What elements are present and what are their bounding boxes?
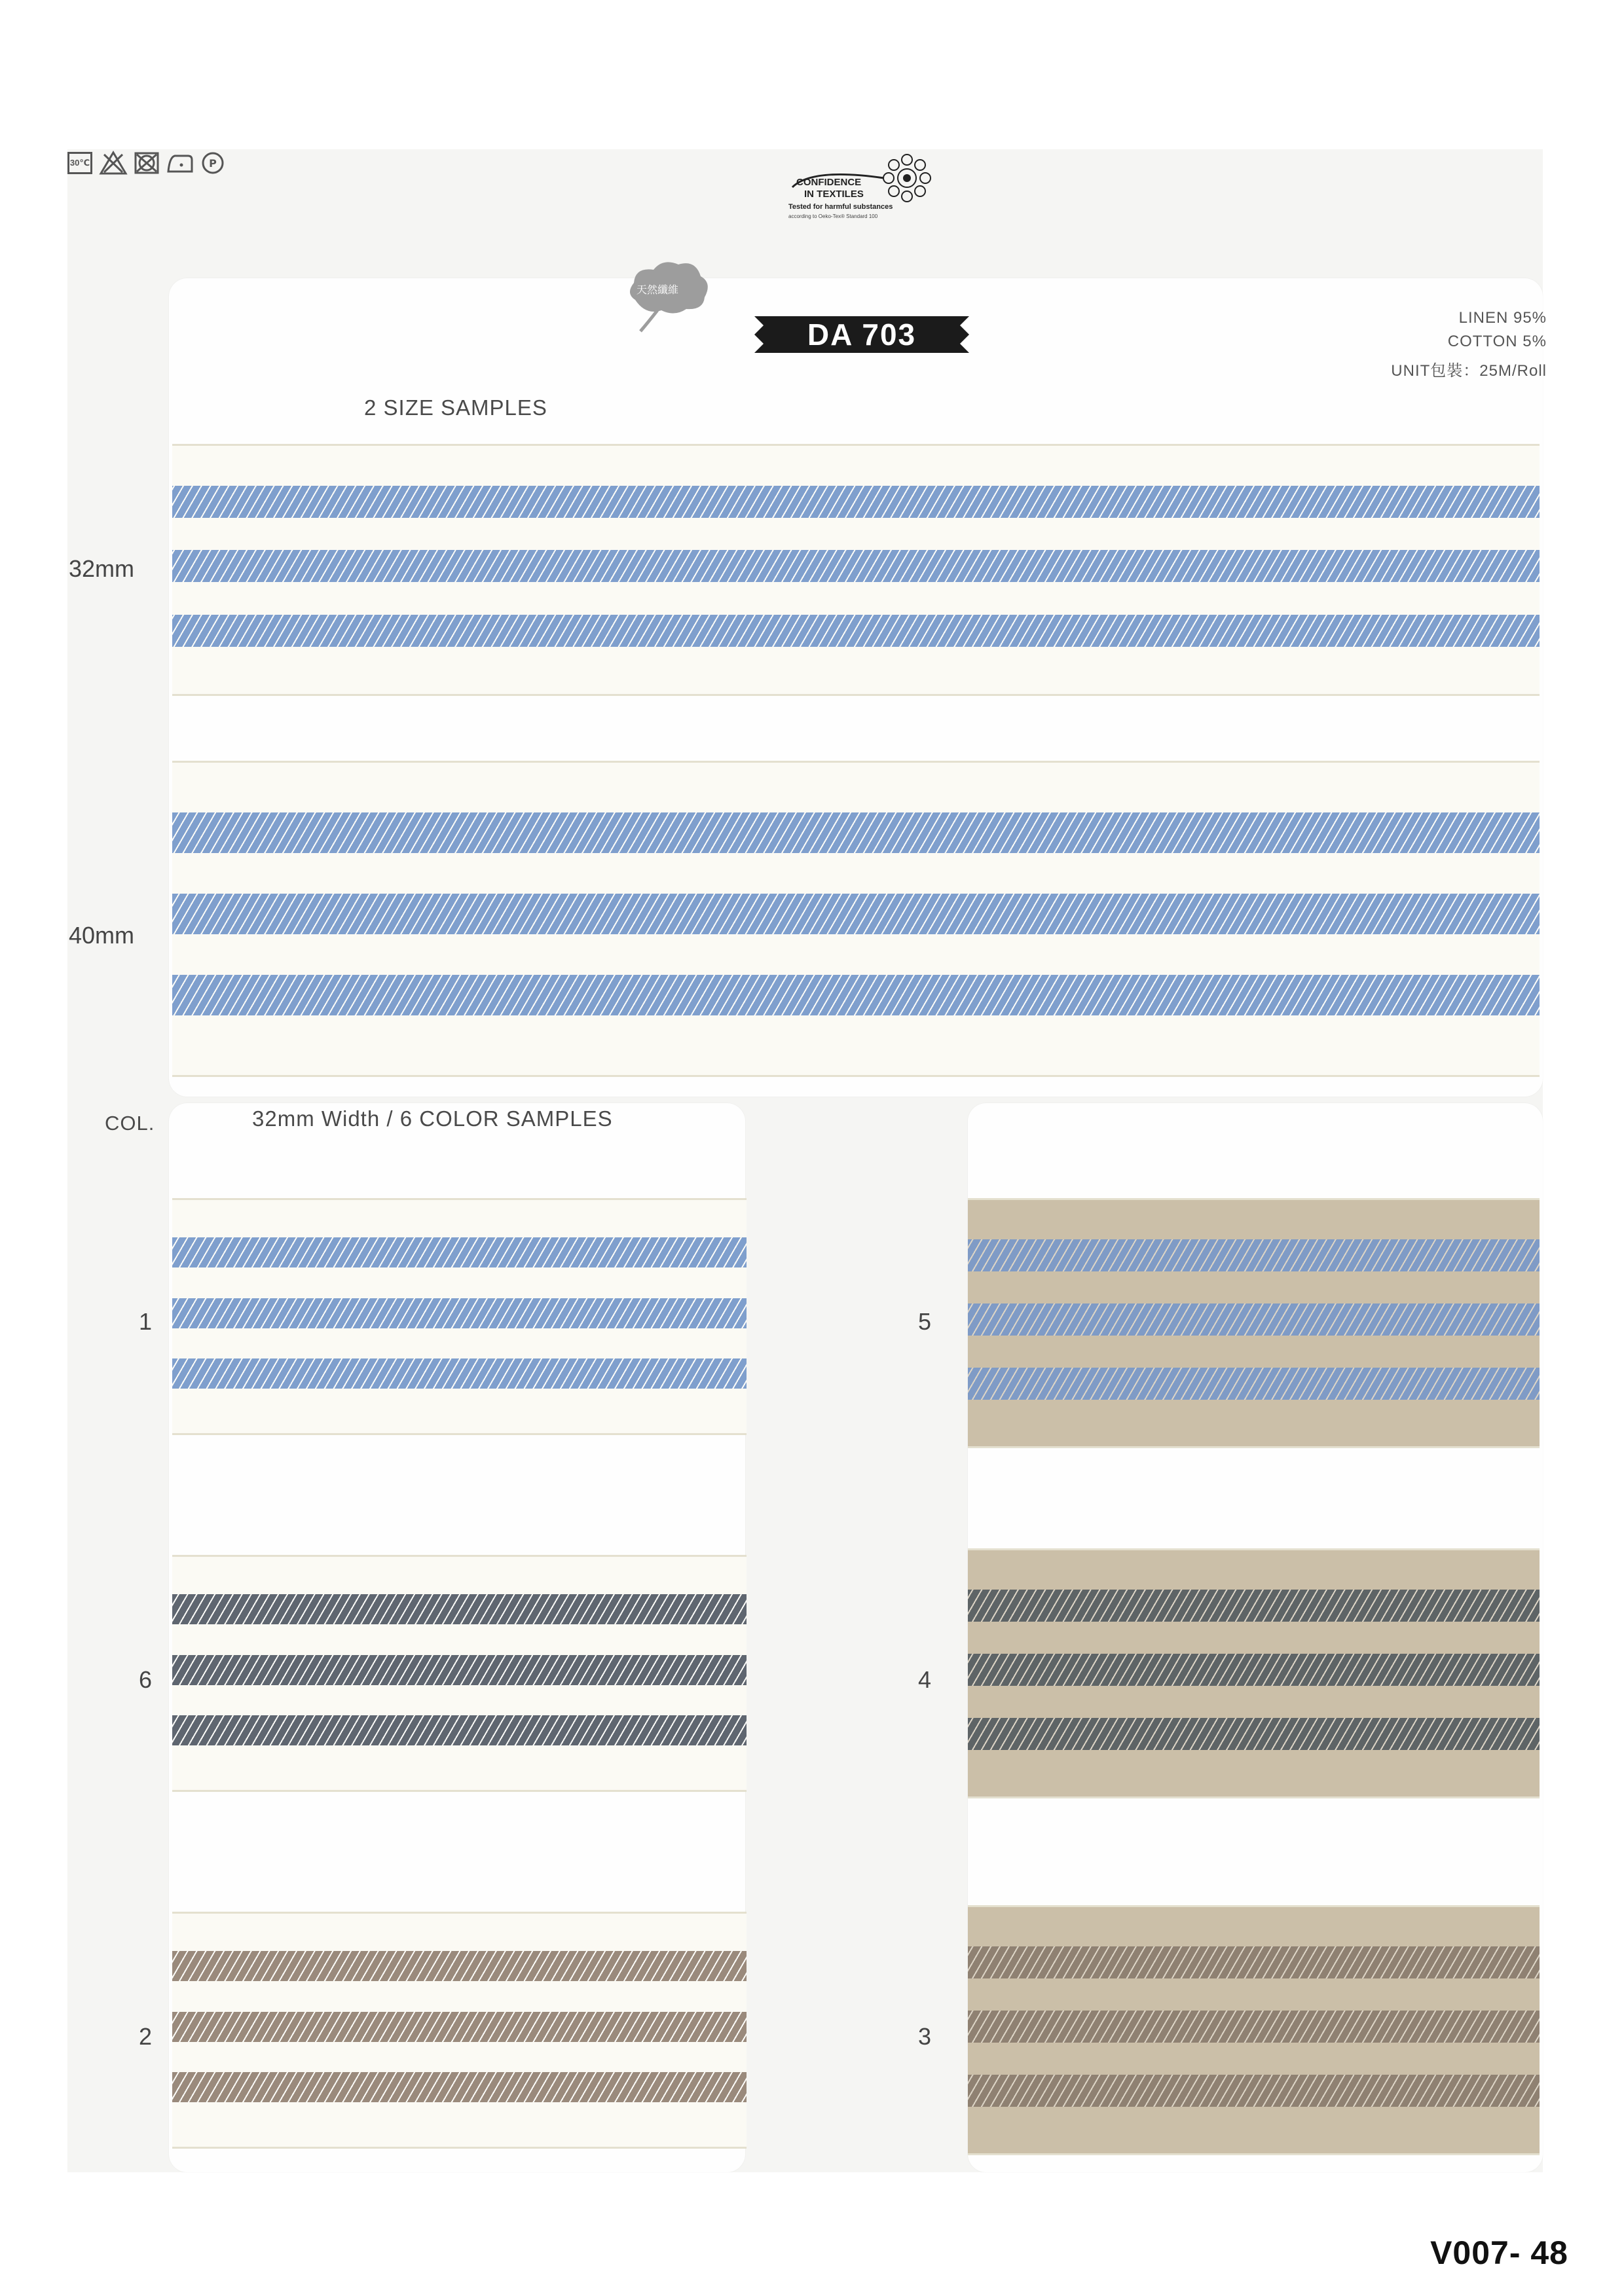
cert-line-1: CONFIDENCE: [796, 177, 862, 188]
color-number-1: 1: [139, 1308, 153, 1335]
size-section-title: 2 SIZE SAMPLES: [364, 395, 547, 420]
ribbon-stripe: [172, 486, 1540, 518]
ribbon-stripe: [172, 1655, 747, 1685]
ribbon-stripe: [172, 2072, 747, 2102]
packaging-unit: UNIT包裝：25M/Roll: [1391, 362, 1547, 380]
ribbon-stripe: [968, 1303, 1540, 1336]
color-swatch-4: [968, 1548, 1540, 1798]
cert-line-2: IN TEXTILES: [804, 189, 864, 200]
no-tumble-dry-icon: [134, 152, 159, 174]
color-number-2: 2: [139, 2023, 153, 2050]
iron-low-icon: [166, 152, 194, 174]
color-swatch-2: [172, 1912, 747, 2149]
page-number: V007- 48: [1430, 2234, 1568, 2271]
ribbon-stripe: [172, 812, 1540, 853]
natural-fiber-label: 天然纖維: [637, 283, 679, 296]
ribbon-stripe: [968, 1718, 1540, 1750]
ribbon-stripe: [172, 1358, 747, 1389]
product-code: DA 703: [807, 318, 917, 352]
care-symbols: [67, 151, 225, 175]
ribbon-stripe: [968, 2011, 1540, 2043]
color-number-5: 5: [918, 1308, 932, 1335]
color-number-6: 6: [139, 1666, 153, 1693]
ribbon-stripe: [968, 1368, 1540, 1400]
ribbon-stripe: [968, 1946, 1540, 1978]
color-number-4: 4: [918, 1666, 932, 1693]
ribbon-stripe: [172, 615, 1540, 647]
ribbon-stripe: [968, 2075, 1540, 2107]
composition-cotton: COTTON 5%: [1447, 333, 1547, 350]
cert-line-4: according to Oeko-Tex® Standard 100: [788, 213, 878, 219]
color-swatch-3: [968, 1905, 1540, 2155]
svg-text:P: P: [209, 157, 217, 170]
ribbon-stripe: [172, 550, 1540, 582]
color-section-title: 32mm Width / 6 COLOR SAMPLES: [252, 1106, 613, 1131]
cert-line-3: Tested for harmful substances: [788, 203, 893, 211]
natural-fiber-badge: [622, 254, 714, 339]
col-label: COL.: [105, 1112, 155, 1135]
sample-ribbon-32mm: [172, 444, 1540, 696]
cloud-icon: [622, 254, 714, 339]
ribbon-stripe: [968, 1654, 1540, 1686]
ribbon-stripe: [172, 2012, 747, 2042]
color-number-3: 3: [918, 2023, 932, 2050]
ribbon-stripe: [968, 1239, 1540, 1271]
composition-linen: LINEN 95%: [1458, 309, 1547, 327]
product-code-banner: [754, 316, 969, 353]
sample-ribbon-40mm: [172, 761, 1540, 1077]
wash-temp: 30℃: [69, 158, 90, 168]
ribbon-stripe: [968, 1590, 1540, 1622]
oeko-tex-logo: [786, 148, 943, 238]
ribbon-stripe: [172, 1298, 747, 1328]
ribbon-stripe: [172, 1715, 747, 1745]
wash-30-icon: [67, 152, 92, 174]
dry-clean-icon: [201, 151, 225, 175]
ribbon-stripe: [172, 1951, 747, 1981]
color-swatch-6: [172, 1555, 747, 1792]
size-label-32mm: 32mm: [69, 555, 135, 582]
color-swatch-1: [172, 1198, 747, 1435]
no-bleach-icon: [99, 151, 128, 175]
ribbon-stripe: [172, 894, 1540, 934]
color-swatch-5: [968, 1198, 1540, 1448]
ribbon-stripe: [172, 975, 1540, 1015]
size-label-40mm: 40mm: [69, 922, 135, 949]
ribbon-stripe: [172, 1237, 747, 1267]
ribbon-stripe: [172, 1594, 747, 1624]
